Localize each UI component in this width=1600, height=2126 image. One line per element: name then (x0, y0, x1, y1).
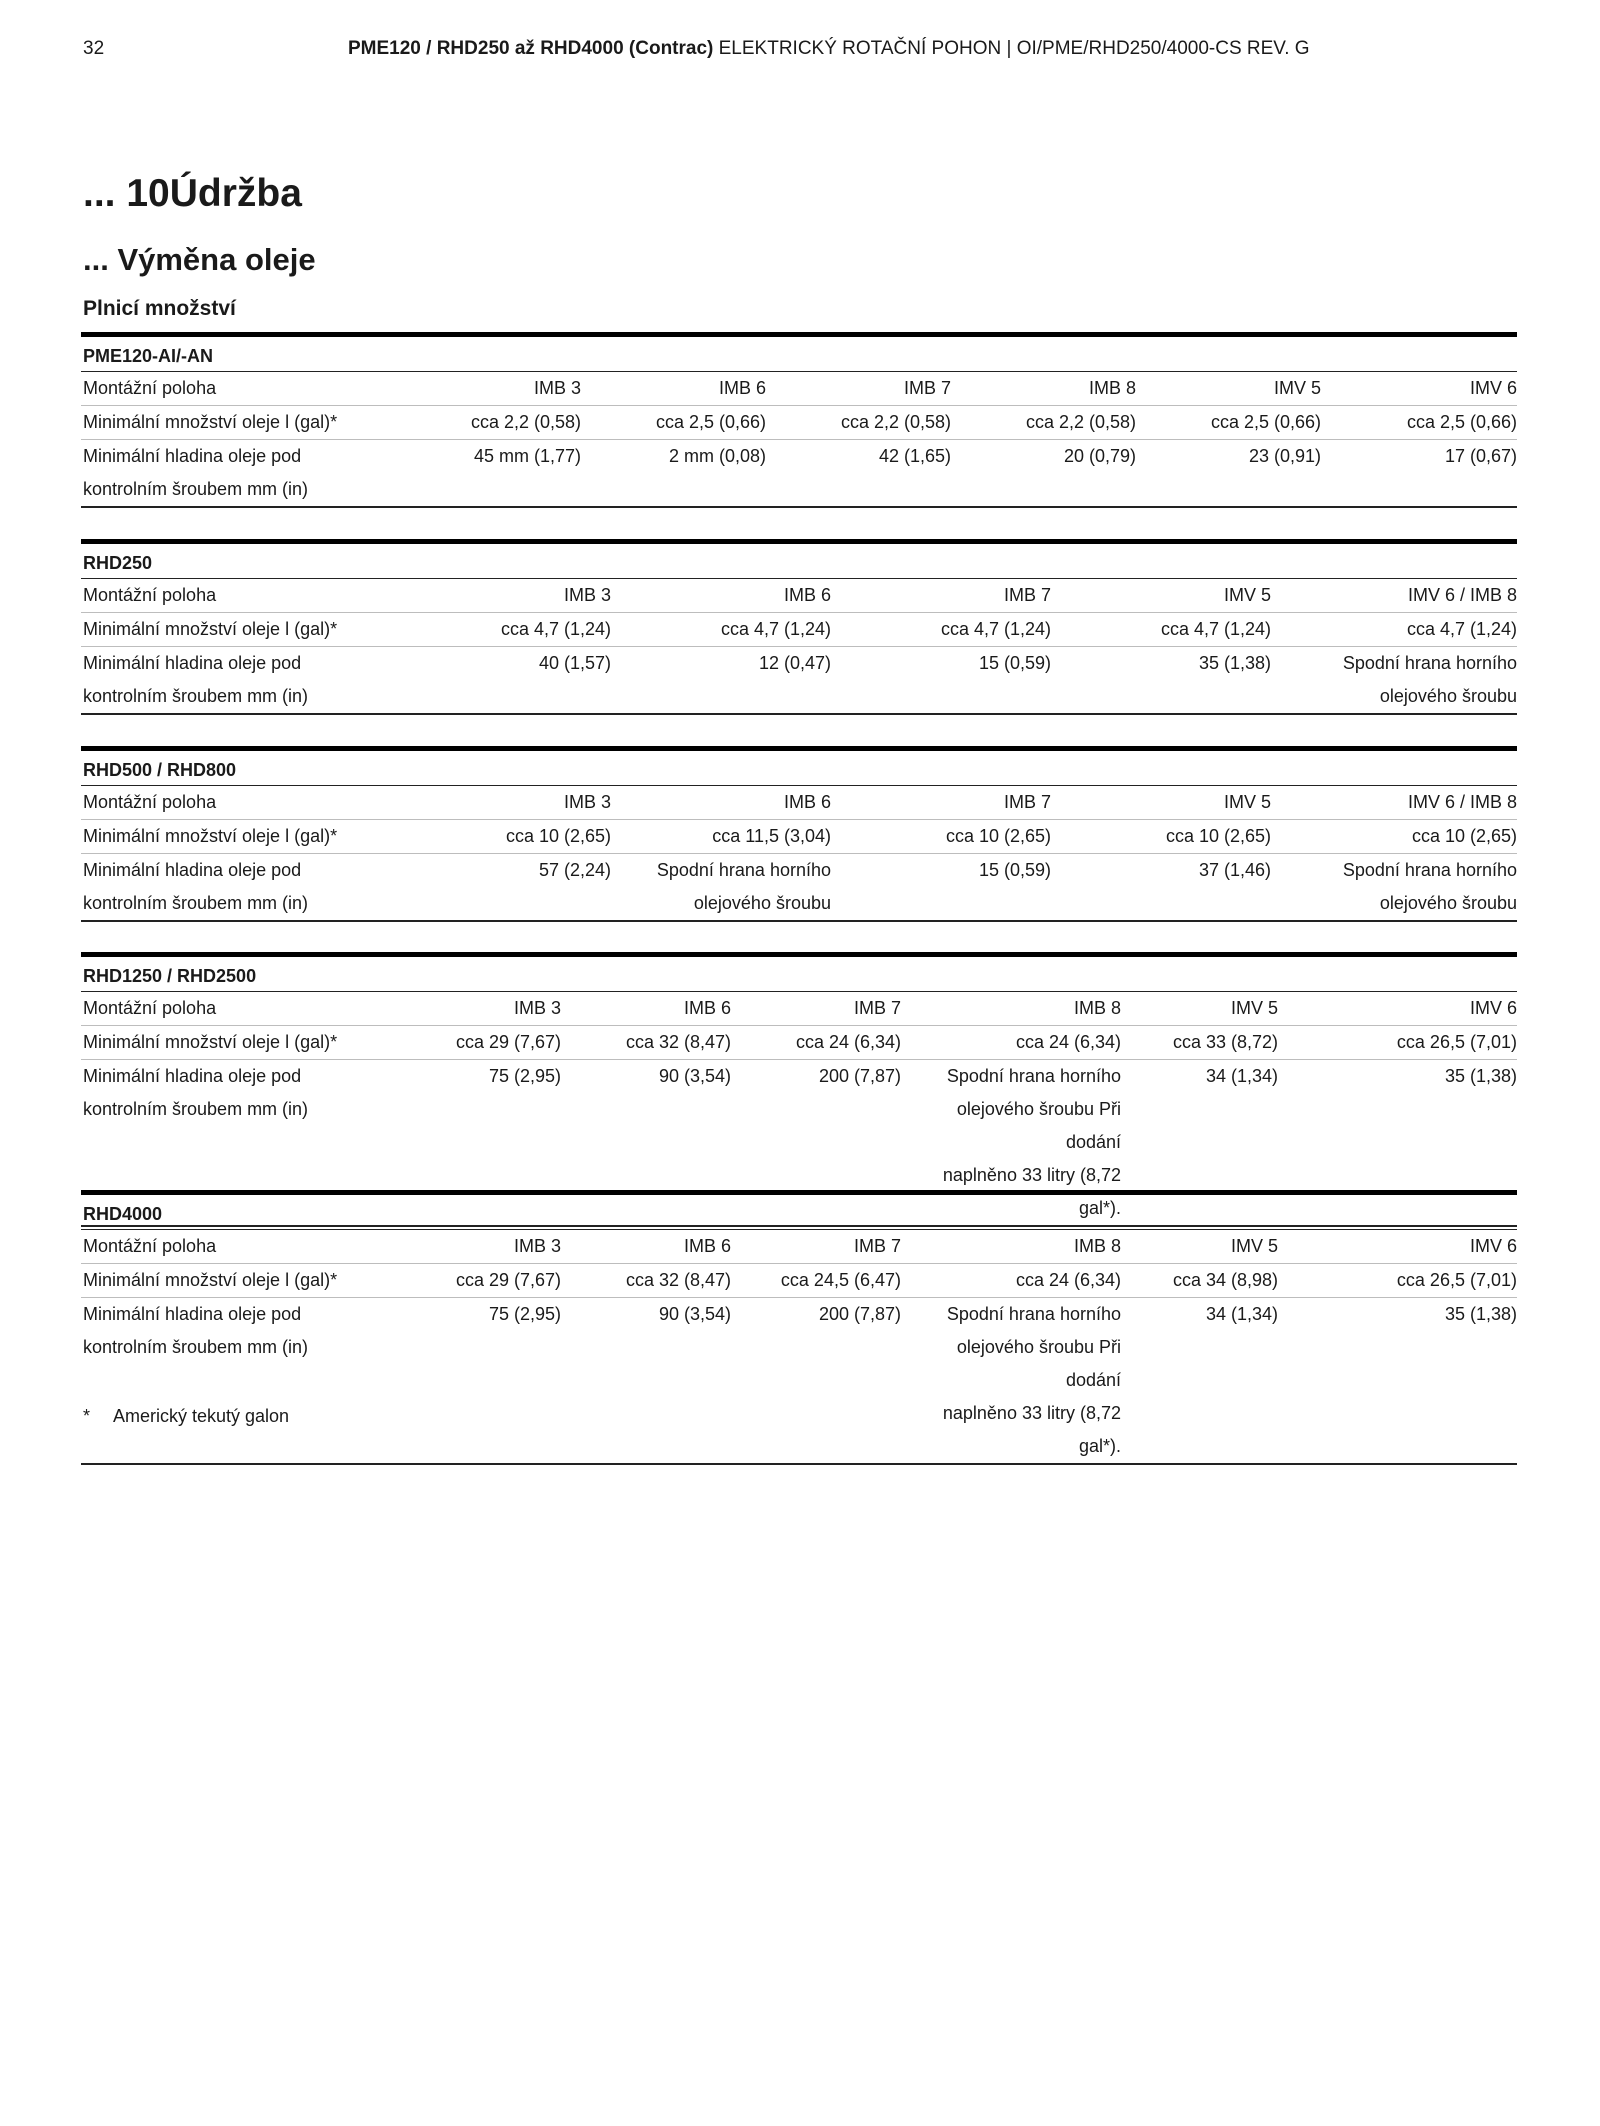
running-header (348, 38, 1310, 60)
page-number: 32 (83, 38, 105, 59)
table-cell: cca 29 (7,67) (396, 1264, 561, 1298)
running-header-product: PME120 / RHD250 až RHD4000 (Contrac) (348, 38, 714, 59)
table-cell: cca 2,5 (0,66) (581, 406, 766, 440)
row-label: Minimální hladina oleje pod kontrolním šroubem mm (in) (81, 647, 396, 715)
table-model-title: RHD500 / RHD800 (81, 751, 1517, 786)
row-label: Minimální množství oleje l (gal)* (81, 613, 396, 647)
table-cell: IMB 8 (901, 992, 1121, 1026)
table-cell: Spodní hrana horního olejového šroubu Při dodání naplněno 33 litry (8,72 gal*). (901, 1298, 1121, 1465)
table-cell: cca 10 (2,65) (396, 820, 611, 854)
fill-quantity-table (81, 1230, 1517, 1465)
table-cell: IMB 7 (731, 992, 901, 1026)
table-cell: Spodní hrana horního olejového šroubu (1271, 647, 1517, 715)
row-label: Montážní poloha (81, 372, 396, 406)
table-cell: 40 (1,57) (396, 647, 611, 715)
table-cell: cca 4,7 (1,24) (1051, 613, 1271, 647)
table-cell: IMB 7 (831, 786, 1051, 820)
table-cell: IMB 7 (831, 579, 1051, 613)
table-model-title: RHD1250 / RHD2500 (81, 957, 1517, 992)
row-label: Minimální množství oleje l (gal)* (81, 1264, 396, 1298)
table-cell: IMV 6 (1278, 1230, 1517, 1264)
table-cell: cca 24,5 (6,47) (731, 1264, 901, 1298)
table-cell: IMV 5 (1136, 372, 1321, 406)
table-cell: IMB 3 (396, 579, 611, 613)
table-cell: 15 (0,59) (831, 647, 1051, 715)
table-cell: IMB 3 (396, 992, 561, 1026)
table-cell: 90 (3,54) (561, 1298, 731, 1465)
table-cell: 2 mm (0,08) (581, 440, 766, 508)
row-label: Montážní poloha (81, 1230, 396, 1264)
table-cell: cca 2,2 (0,58) (951, 406, 1136, 440)
fill-quantity-table (81, 786, 1517, 922)
row-mounting-position (81, 1230, 1517, 1264)
table-cell: IMV 6 (1321, 372, 1517, 406)
table-cell: cca 2,2 (0,58) (396, 406, 581, 440)
row-min-oil-level (81, 647, 1517, 715)
row-min-oil-quantity (81, 1026, 1517, 1060)
table-cell: 17 (0,67) (1321, 440, 1517, 508)
fill-quantity-table (81, 579, 1517, 715)
row-mounting-position (81, 372, 1517, 406)
table-cell: 35 (1,38) (1278, 1298, 1517, 1465)
table-cell: 90 (3,54) (561, 1060, 731, 1227)
row-label: Montážní poloha (81, 992, 396, 1026)
table-cell: IMV 5 (1051, 579, 1271, 613)
table-cell: cca 10 (2,65) (831, 820, 1051, 854)
row-label: Minimální množství oleje l (gal)* (81, 1026, 396, 1060)
table-cell: IMV 6 (1278, 992, 1517, 1026)
table-cell: 20 (0,79) (951, 440, 1136, 508)
table-cell: cca 2,2 (0,58) (766, 406, 951, 440)
table-cell: IMB 8 (901, 1230, 1121, 1264)
table-model-title: RHD250 (81, 544, 1517, 579)
table-cell: IMB 6 (561, 992, 731, 1026)
fill-table-rhd500-rhd800 (81, 746, 1517, 922)
table-cell: 37 (1,46) (1051, 854, 1271, 922)
table-cell: IMV 6 / IMB 8 (1271, 786, 1517, 820)
table-cell: cca 26,5 (7,01) (1278, 1264, 1517, 1298)
table-cell: IMB 6 (611, 579, 831, 613)
row-label: Minimální hladina oleje pod kontrolním šroubem mm (in) (81, 440, 396, 508)
table-model-title: PME120-AI/-AN (81, 337, 1517, 372)
row-label: Montážní poloha (81, 579, 396, 613)
table-cell: 42 (1,65) (766, 440, 951, 508)
running-header-document: ELEKTRICKÝ ROTAČNÍ POHON | OI/PME/RHD250/4000-CS REV. G (713, 38, 1310, 59)
table-cell: 45 mm (1,77) (396, 440, 581, 508)
table-cell: IMB 3 (396, 372, 581, 406)
table-cell: cca 10 (2,65) (1271, 820, 1517, 854)
table-cell: IMB 6 (581, 372, 766, 406)
table-model-title: RHD4000 (81, 1195, 1517, 1230)
table-cell: cca 2,5 (0,66) (1321, 406, 1517, 440)
row-label: Minimální hladina oleje pod kontrolním šroubem mm (in) (81, 1060, 396, 1227)
table-cell: 15 (0,59) (831, 854, 1051, 922)
table-cell: 200 (7,87) (731, 1298, 901, 1465)
fill-table-rhd4000 (81, 1190, 1517, 1465)
fill-quantity-table (81, 372, 1517, 508)
table-cell: cca 4,7 (1,24) (611, 613, 831, 647)
table-cell: 23 (0,91) (1136, 440, 1321, 508)
table-cell: Spodní hrana horního olejového šroubu Při dodání naplněno 33 litry (8,72 gal*). (901, 1060, 1121, 1227)
row-mounting-position (81, 579, 1517, 613)
table-cell: 200 (7,87) (731, 1060, 901, 1227)
table-cell: 35 (1,38) (1278, 1060, 1517, 1227)
fill-table-rhd1250-rhd2500 (81, 952, 1517, 1227)
table-cell: IMB 6 (611, 786, 831, 820)
footnote-mark: * (83, 1406, 91, 1426)
table-cell: IMB 8 (951, 372, 1136, 406)
table-cell: IMV 5 (1121, 992, 1278, 1026)
table-cell: 75 (2,95) (396, 1298, 561, 1465)
table-cell: IMB 6 (561, 1230, 731, 1264)
table-cell: cca 2,5 (0,66) (1136, 406, 1321, 440)
table-cell: 34 (1,34) (1121, 1060, 1278, 1227)
subsection-heading: Plnicí množství (83, 297, 236, 320)
table-cell: IMB 3 (396, 786, 611, 820)
section-heading: ... Výměna oleje (83, 242, 316, 277)
table-cell: IMV 6 / IMB 8 (1271, 579, 1517, 613)
chapter-heading: ... 10Údržba (83, 172, 302, 215)
table-cell: cca 33 (8,72) (1121, 1026, 1278, 1060)
fill-table-rhd250 (81, 539, 1517, 715)
row-mounting-position (81, 992, 1517, 1026)
table-cell: IMB 7 (731, 1230, 901, 1264)
row-label: Montážní poloha (81, 786, 396, 820)
table-cell: IMV 5 (1121, 1230, 1278, 1264)
row-label: Minimální množství oleje l (gal)* (81, 820, 396, 854)
table-cell: cca 29 (7,67) (396, 1026, 561, 1060)
table-cell: cca 11,5 (3,04) (611, 820, 831, 854)
table-cell: cca 4,7 (1,24) (1271, 613, 1517, 647)
row-label: Minimální hladina oleje pod kontrolním šroubem mm (in) (81, 1298, 396, 1465)
row-mounting-position (81, 786, 1517, 820)
table-cell: cca 4,7 (1,24) (396, 613, 611, 647)
page-header (83, 38, 1517, 62)
table-cell: cca 26,5 (7,01) (1278, 1026, 1517, 1060)
row-min-oil-level (81, 854, 1517, 922)
row-label: Minimální množství oleje l (gal)* (81, 406, 396, 440)
table-cell: cca 34 (8,98) (1121, 1264, 1278, 1298)
row-min-oil-level (81, 1298, 1517, 1465)
table-cell: Spodní hrana horního olejového šroubu (611, 854, 831, 922)
table-cell: cca 4,7 (1,24) (831, 613, 1051, 647)
row-label: Minimální hladina oleje pod kontrolním šroubem mm (in) (81, 854, 396, 922)
table-cell: cca 32 (8,47) (561, 1026, 731, 1060)
table-cell: IMB 7 (766, 372, 951, 406)
footnote (83, 1406, 289, 1427)
table-cell: cca 10 (2,65) (1051, 820, 1271, 854)
row-min-oil-quantity (81, 613, 1517, 647)
table-cell: 34 (1,34) (1121, 1298, 1278, 1465)
row-min-oil-quantity (81, 820, 1517, 854)
table-cell: IMV 5 (1051, 786, 1271, 820)
table-cell: 75 (2,95) (396, 1060, 561, 1227)
fill-table-pme120 (81, 332, 1517, 508)
table-cell: IMB 3 (396, 1230, 561, 1264)
table-cell: cca 32 (8,47) (561, 1264, 731, 1298)
table-cell: 57 (2,24) (396, 854, 611, 922)
table-cell: cca 24 (6,34) (901, 1026, 1121, 1060)
table-cell: cca 24 (6,34) (901, 1264, 1121, 1298)
table-cell: cca 24 (6,34) (731, 1026, 901, 1060)
table-cell: 12 (0,47) (611, 647, 831, 715)
table-cell: 35 (1,38) (1051, 647, 1271, 715)
table-cell: Spodní hrana horního olejového šroubu (1271, 854, 1517, 922)
row-min-oil-level (81, 440, 1517, 508)
row-min-oil-quantity (81, 1264, 1517, 1298)
row-min-oil-quantity (81, 406, 1517, 440)
footnote-text: Americký tekutý galon (113, 1406, 290, 1426)
